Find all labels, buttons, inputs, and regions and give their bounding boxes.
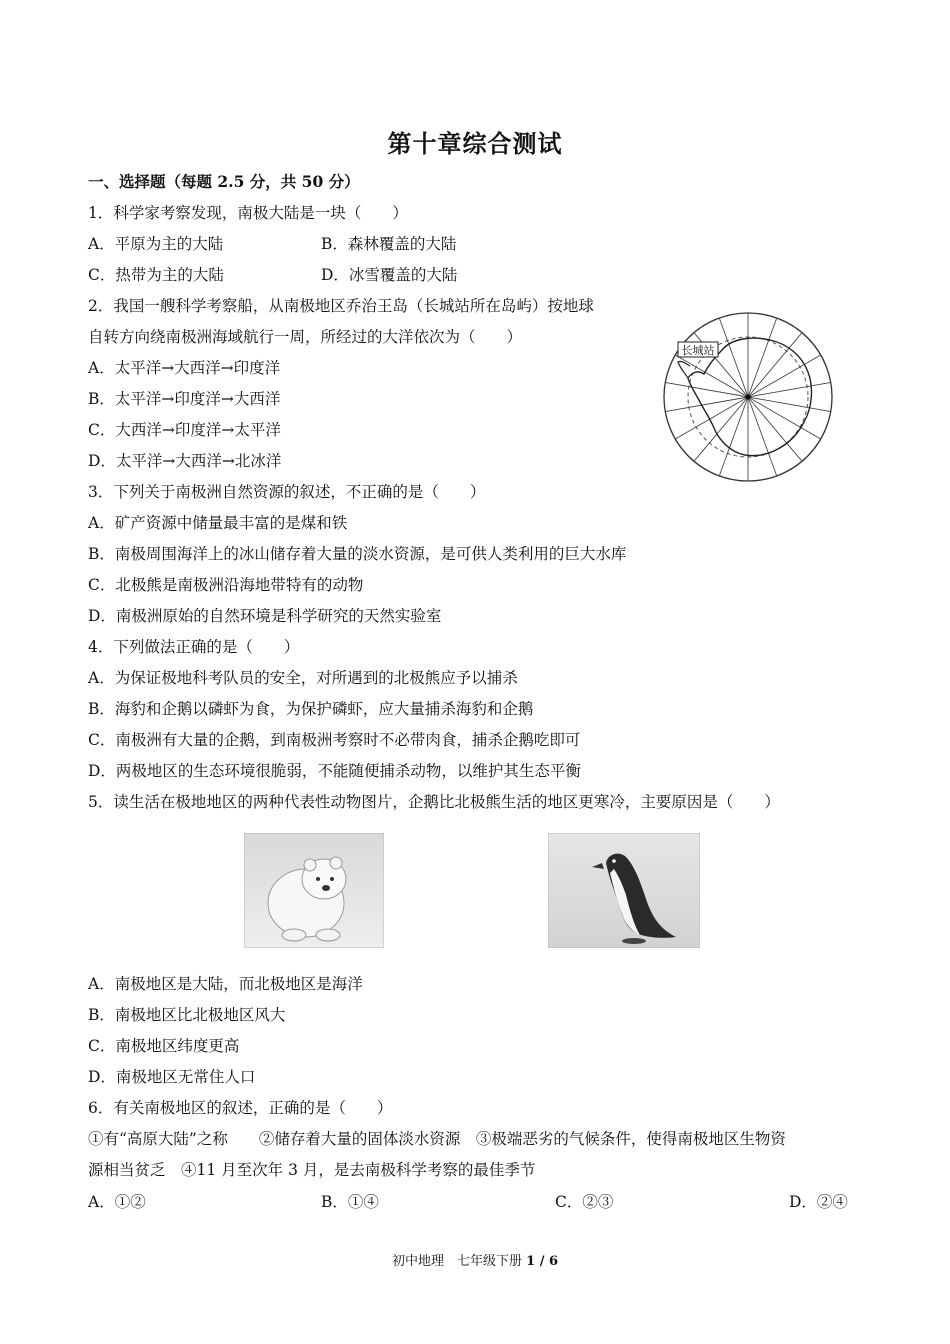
question-2-option-a: A．太平洋→大西洋→印度洋 (88, 359, 281, 377)
question-5-option-a: A．南极地区是大陆，而北极地区是海洋 (88, 975, 363, 993)
question-1-option-d: D．冰雪覆盖的大陆 (321, 266, 458, 284)
question-6-statements-line2: 源相当贫乏 ④11 月至次年 3 月，是去南极科学考察的最佳季节 (88, 1161, 536, 1179)
question-5-option-d: D．南极地区无常住人口 (88, 1068, 256, 1086)
question-6-stem: 6．有关南极地区的叙述，正确的是（ ） (88, 1099, 393, 1117)
question-3-option-d: D．南极洲原始的自然环境是科学研究的天然实验室 (88, 607, 442, 625)
question-6-option-c: C．②③ (555, 1193, 614, 1211)
question-1-option-c: C．热带为主的大陆 (88, 266, 224, 284)
question-1-option-b: B．森林覆盖的大陆 (321, 235, 457, 253)
page-footer (0, 1250, 950, 1269)
antarctica-polar-map (652, 310, 842, 490)
question-3-option-c: C．北极熊是南极洲沿海地带特有的动物 (88, 576, 364, 594)
question-4-option-c: C．南极洲有大量的企鹅，到南极洲考察时不必带肉食，捕杀企鹅吃即可 (88, 731, 581, 749)
question-6-option-a: A．①② (88, 1193, 146, 1211)
question-4-option-d: D．两极地区的生态环境很脆弱，不能随便捕杀动物，以维护其生态平衡 (88, 762, 581, 780)
footer-page-number: 1 / 6 (526, 1254, 559, 1269)
question-5-option-c: C．南极地区纬度更高 (88, 1037, 240, 1055)
question-2-stem-line2: 自转方向绕南极洲海域航行一周，所经过的大洋依次为（ ） (88, 328, 523, 346)
question-5-stem: 5．读生活在极地地区的两种代表性动物图片，企鹅比北极熊生活的地区更寒冷，主要原因是（ ） (88, 793, 780, 811)
question-4-option-b: B．海豹和企鹅以磷虾为食，为保护磷虾，应大量捕杀海豹和企鹅 (88, 700, 534, 718)
question-2-option-d: D．太平洋→大西洋→北冰洋 (88, 452, 282, 470)
question-6-option-b: B．①④ (321, 1193, 379, 1211)
section-heading: 一、选择题（每题 2.5 分，共 50 分） (88, 172, 360, 191)
footer-subject: 初中地理 七年级下册 (391, 1254, 522, 1269)
question-3-option-a: A．矿产资源中储量最丰富的是煤和铁 (88, 514, 348, 532)
penguin-photo (548, 833, 700, 948)
page-title: 第十章综合测试 (387, 129, 563, 158)
question-4-stem: 4．下列做法正确的是（ ） (88, 638, 300, 656)
question-2-option-c: C．大西洋→印度洋→太平洋 (88, 421, 281, 439)
polar-bear-photo (244, 833, 384, 948)
question-1-stem: 1．科学家考察发现，南极大陆是一块（ ） (88, 204, 408, 222)
question-4-option-a: A．为保证极地科考队员的安全，对所遇到的北极熊应予以捕杀 (88, 669, 518, 687)
question-3-option-b: B．南极周围海洋上的冰山储存着大量的淡水资源，是可供人类利用的巨大水库 (88, 545, 627, 563)
question-1-option-a: A．平原为主的大陆 (88, 235, 224, 253)
great-wall-station-label: 长城站 (681, 344, 715, 357)
question-6-statements-line1: ①有“高原大陆”之称 ②储存着大量的固体淡水资源 ③极端恶劣的气候条件，使得南极地区生物资 (88, 1130, 786, 1148)
question-6-option-d: D．②④ (789, 1193, 848, 1211)
question-2-option-b: B．太平洋→印度洋→大西洋 (88, 390, 281, 408)
question-3-stem: 3．下列关于南极洲自然资源的叙述，不正确的是（ ） (88, 483, 486, 501)
question-5-option-b: B．南极地区比北极地区风大 (88, 1006, 286, 1024)
question-2-stem-line1: 2．我国一艘科学考察船，从南极地区乔治王岛（长城站所在岛屿）按地球 (88, 297, 594, 315)
